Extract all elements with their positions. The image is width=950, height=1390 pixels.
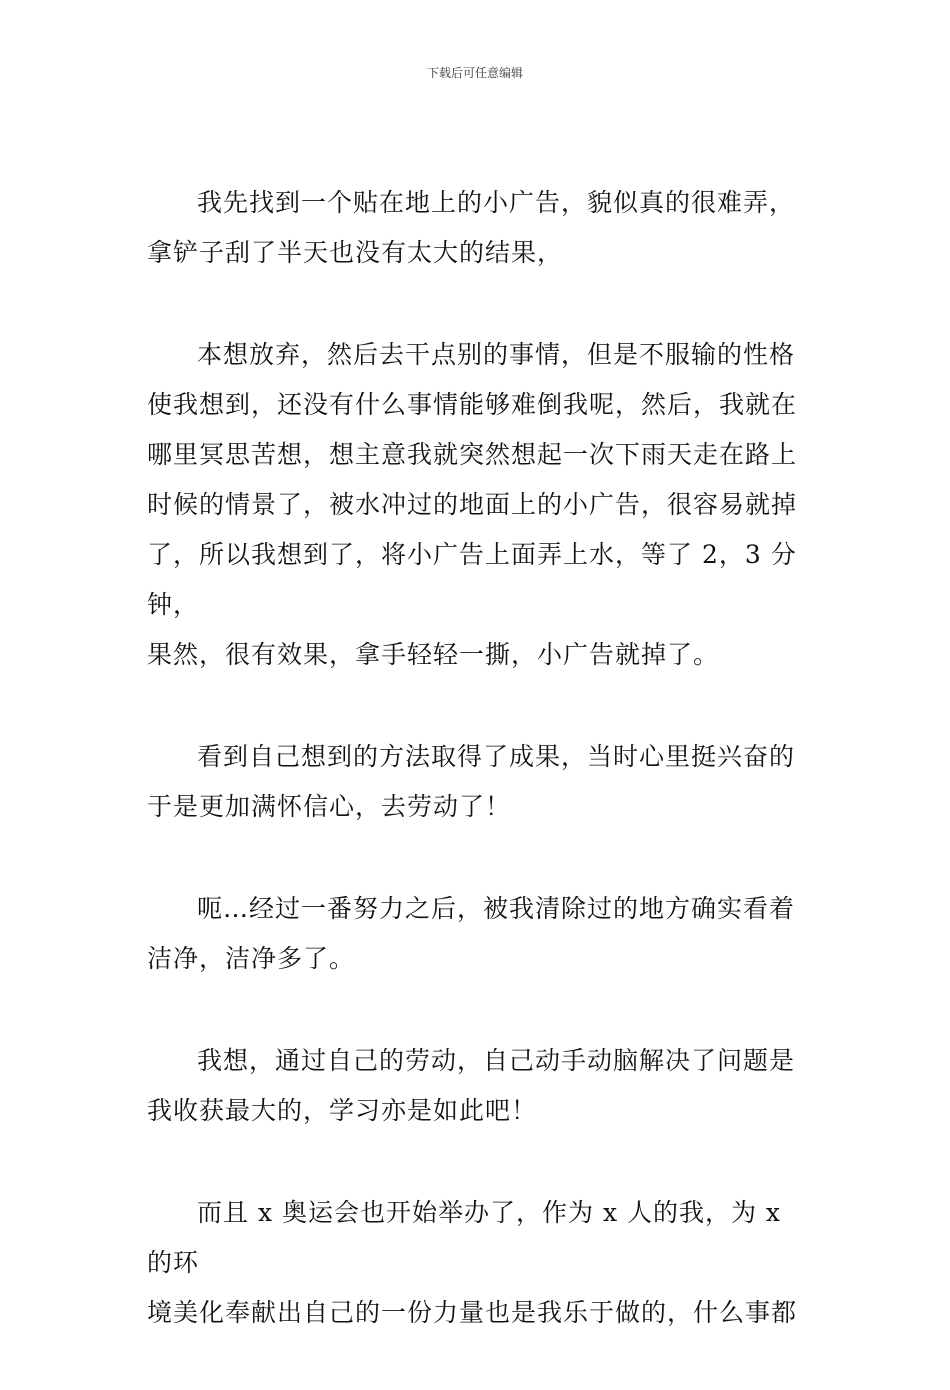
paragraph-5: 我想，通过自己的劳动，自己动手动脑解决了问题是 我收获最大的，学习亦是如此吧！ <box>147 1046 796 1125</box>
paragraph-6: 而且 x 奥运会也开始举办了，作为 x 人的我，为 x 的环 境美化奉献出自己的一份力量也是我乐于做的，什么事都 <box>147 1198 798 1327</box>
paragraph-1: 我先找到一个贴在地上的小广告，貌似真的很难弄， 拿铲子刮了半天也没有太大的结果， <box>147 188 796 267</box>
page-header-note: 下载后可任意编辑 <box>426 66 523 80</box>
document-body <box>147 178 812 1390</box>
paragraph-4: 呃…经过一番努力之后，被我清除过的地方确实看着 洁净，洁净多了。 <box>147 894 796 973</box>
paragraph-2: 本想放弃，然后去干点别的事情，但是不服输的性格 使我想到，还没有什么事情能够难倒我呢，然后，我就在 哪里冥思苦想，想主意我就突然想起一次下雨天走在路上 时候的情景了，被水冲过的地面上的小广告，很容易就掉 了，所以我想到了，将小广告上面弄上水，等了 2，3 分钟， 果然，很有效果，拿手轻轻一撕，小广告就掉了。 <box>147 340 798 669</box>
paragraph-3: 看到自己想到的方法取得了成果，当时心里挺兴奋的 于是更加满怀信心，去劳动了！ <box>147 742 796 821</box>
